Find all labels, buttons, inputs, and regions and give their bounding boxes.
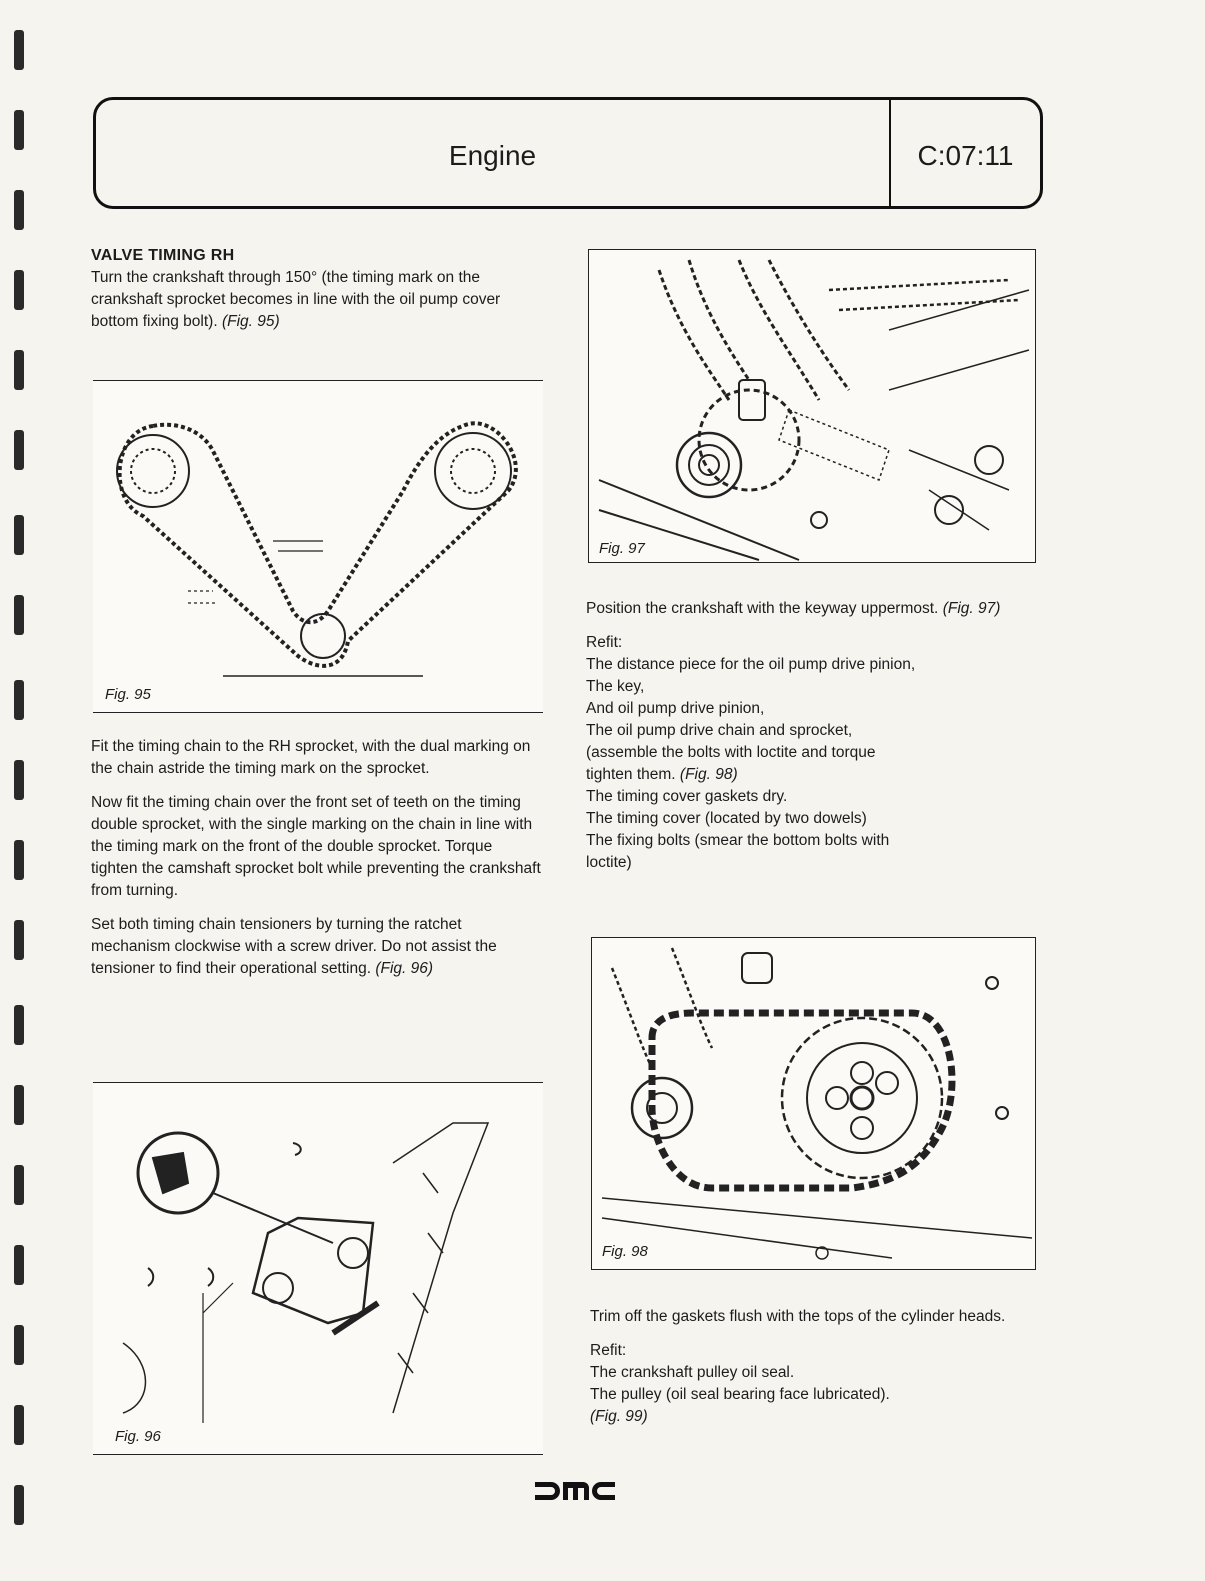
fig-caption: Fig. 95 — [105, 686, 151, 703]
tensioner-illustration — [93, 1083, 543, 1455]
paragraph: Fit the timing chain to the RH sprocket, with the dual marking on the chain astride the timing mark on the sprocket. — [91, 738, 531, 777]
figure-95 — [93, 380, 543, 713]
refit-line: The distance piece for the oil pump drive pinion, — [586, 656, 916, 673]
refit-line: The fixing bolts (smear the bottom bolts with — [586, 832, 890, 849]
fig-reference: (Fig. 95) — [221, 313, 280, 330]
binder-hole — [14, 515, 24, 555]
paragraph: Now fit the timing chain over the front set of teeth on the timing double sprocket, with the single marking on the chain in line with the timing mark on the front of the double sprocket. Torque tighten the camshaft sprocket bolt while preventing the crankshaft from turning. — [91, 794, 541, 899]
dmc-logo-mark — [533, 1480, 617, 1502]
timing-chain-illustration — [93, 381, 543, 713]
left-intro — [91, 245, 541, 333]
refit-line: The timing cover gaskets dry. — [586, 788, 788, 805]
binder-hole — [14, 1005, 24, 1045]
fig-reference: (Fig. 96) — [375, 960, 434, 977]
binder-hole — [14, 920, 24, 960]
refit-line: The key, — [586, 678, 645, 695]
binder-hole — [14, 1405, 24, 1445]
dmc-logo — [533, 1480, 617, 1507]
section-title: Engine — [448, 140, 537, 171]
binder-hole — [14, 1085, 24, 1125]
refit-line: The pulley (oil seal bearing face lubricated). — [590, 1386, 890, 1403]
intro-text: Turn the crankshaft through 150° (the timing mark on the crankshaft sprocket becomes in line with the oil pump cover bottom fixing bolt). — [91, 269, 501, 330]
refit-line: The crankshaft pulley oil seal. — [590, 1364, 795, 1381]
binder-hole — [14, 270, 24, 310]
section-heading: VALVE TIMING RH — [91, 247, 235, 264]
paragraph: Set both timing chain tensioners by turning the ratchet mechanism clockwise with a screw driver. Do not assist the tensioner to find their operational setting. — [91, 916, 497, 977]
page-code: C:07:11 — [917, 140, 1014, 171]
refit-line: The timing cover (located by two dowels) — [586, 810, 867, 827]
page-header — [93, 97, 1043, 209]
binder-hole — [14, 110, 24, 150]
right-lower-body — [590, 1306, 1030, 1428]
binder-hole — [14, 840, 24, 880]
binder-hole — [14, 680, 24, 720]
binder-hole — [14, 1245, 24, 1285]
fig-reference: (Fig. 98) — [679, 766, 738, 783]
binder-hole — [14, 30, 24, 70]
fig-reference: (Fig. 99) — [590, 1408, 648, 1425]
refit-line: The oil pump drive chain and sprocket, — [586, 722, 853, 739]
paragraph: Trim off the gaskets flush with the tops of the cylinder heads. — [590, 1308, 1006, 1325]
figure-96 — [93, 1082, 543, 1455]
paragraph: Position the crankshaft with the keyway uppermost. — [586, 600, 939, 617]
fig-caption: Fig. 96 — [115, 1428, 161, 1445]
figure-97 — [588, 249, 1036, 563]
refit-line: (assemble the bolts with loctite and torque — [586, 744, 876, 761]
fig-caption: Fig. 97 — [599, 540, 645, 557]
right-body — [586, 598, 1036, 874]
refit-line: loctite) — [586, 854, 632, 871]
binder-hole — [14, 1165, 24, 1205]
refit-label: Refit: — [590, 1342, 627, 1359]
figure-98 — [591, 937, 1036, 1270]
refit-line: And oil pump drive pinion, — [586, 700, 765, 717]
crankshaft-keyway-illustration — [589, 250, 1036, 563]
refit-line: tighten them. — [586, 766, 676, 783]
binder-hole — [14, 1485, 24, 1525]
binder-hole — [14, 430, 24, 470]
binder-hole — [14, 760, 24, 800]
oil-pump-chain-illustration — [592, 938, 1036, 1270]
refit-label: Refit: — [586, 634, 623, 651]
left-body — [91, 736, 541, 992]
binder-hole — [14, 595, 24, 635]
binder-hole — [14, 190, 24, 230]
binder-hole — [14, 350, 24, 390]
fig-caption: Fig. 98 — [602, 1243, 648, 1260]
fig-reference: (Fig. 97) — [942, 600, 1001, 617]
binder-hole — [14, 1325, 24, 1365]
